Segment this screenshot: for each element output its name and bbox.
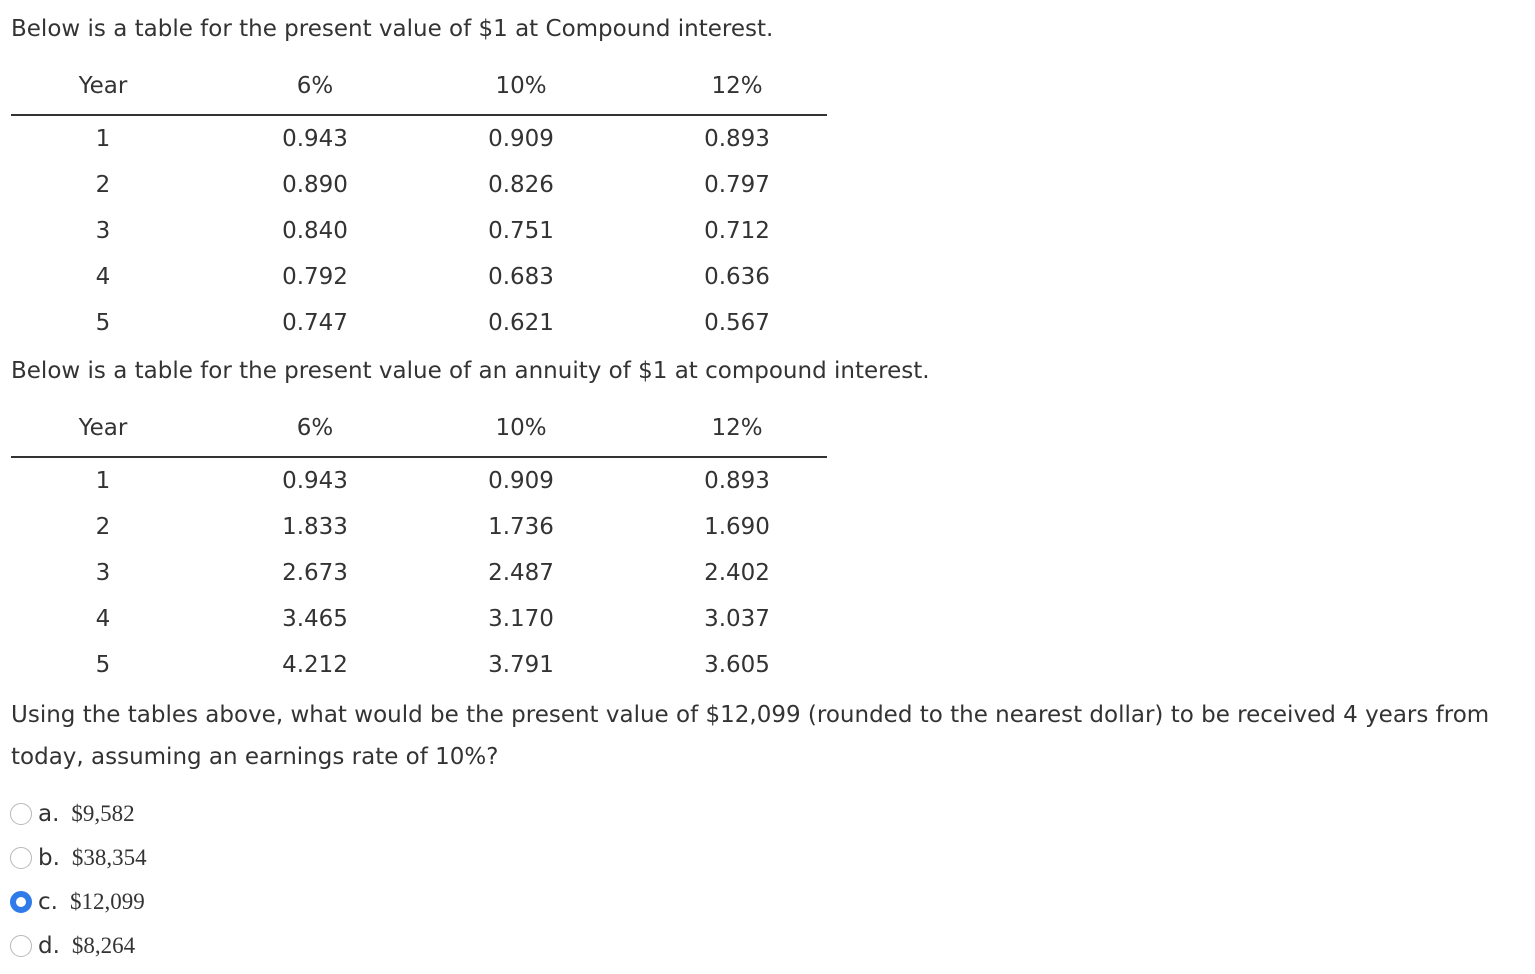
table-row (11, 550, 827, 596)
value-cell-12pct: 3.605 (704, 652, 770, 678)
value-cell-10pct: 3.791 (488, 652, 554, 678)
table-row (11, 642, 827, 688)
column-header-10pct: 10% (419, 62, 623, 115)
value-cell-10pct: 0.683 (488, 264, 554, 290)
year-cell: 1 (95, 126, 111, 152)
option-letter: b. (38, 845, 60, 871)
radio-button-a[interactable] (10, 803, 32, 825)
option-d[interactable] (10, 924, 147, 968)
table-row (11, 162, 827, 208)
value-cell-12pct: 0.712 (704, 218, 770, 244)
year-cell: 4 (95, 264, 111, 290)
option-b[interactable] (10, 836, 147, 880)
table-header-row (11, 404, 827, 457)
table2-intro: Below is a table for the present value of an annuity of $1 at compound interest. (11, 358, 930, 384)
table-row (11, 596, 827, 642)
table-row (11, 115, 827, 162)
year-cell: 5 (95, 310, 111, 336)
year-cell: 2 (95, 514, 111, 540)
value-cell-12pct: 0.893 (704, 468, 770, 494)
value-cell-6pct: 2.673 (282, 560, 348, 586)
value-cell-10pct: 0.826 (488, 172, 554, 198)
table-row (11, 504, 827, 550)
annuity-present-value-table (11, 404, 827, 688)
option-letter: d. (38, 933, 60, 959)
year-cell: 5 (95, 652, 111, 678)
radio-button-b[interactable] (10, 847, 32, 869)
column-header-10pct: 10% (419, 404, 623, 457)
column-header-year: Year (11, 404, 215, 457)
value-cell-6pct: 4.212 (282, 652, 348, 678)
value-cell-12pct: 0.797 (704, 172, 770, 198)
option-value: $12,099 (69, 889, 145, 914)
year-cell: 3 (95, 560, 111, 586)
column-header-year: Year (11, 62, 215, 115)
table-row (11, 457, 827, 504)
table-row (11, 208, 827, 254)
column-header-6pct: 6% (215, 404, 419, 457)
value-cell-10pct: 2.487 (488, 560, 554, 586)
column-header-12pct: 12% (623, 62, 827, 115)
value-cell-10pct: 0.909 (488, 126, 554, 152)
radio-button-c-selected[interactable] (10, 891, 32, 913)
option-value: $38,354 (71, 845, 147, 870)
value-cell-10pct: 0.621 (488, 310, 554, 336)
radio-button-d[interactable] (10, 935, 32, 957)
value-cell-6pct: 0.943 (282, 126, 348, 152)
year-cell: 3 (95, 218, 111, 244)
table-row (11, 254, 827, 300)
value-cell-12pct: 0.636 (704, 264, 770, 290)
table-header-row (11, 62, 827, 115)
column-header-6pct: 6% (215, 62, 419, 115)
value-cell-6pct: 0.890 (282, 172, 348, 198)
value-cell-6pct: 0.943 (282, 468, 348, 494)
value-cell-12pct: 1.690 (704, 514, 770, 540)
column-header-12pct: 12% (623, 404, 827, 457)
value-cell-6pct: 0.792 (282, 264, 348, 290)
value-cell-10pct: 3.170 (488, 606, 554, 632)
value-cell-6pct: 0.747 (282, 310, 348, 336)
question-text: Using the tables above, what would be the present value of $12,099 (rounded to the nearest dollar) to be received 4 years from today, assuming an earnings rate of 10%? (11, 702, 1490, 770)
option-c[interactable] (10, 880, 147, 924)
value-cell-6pct: 3.465 (282, 606, 348, 632)
year-cell: 1 (95, 468, 111, 494)
value-cell-6pct: 1.833 (282, 514, 348, 540)
value-cell-12pct: 3.037 (704, 606, 770, 632)
year-cell: 2 (95, 172, 111, 198)
option-a[interactable] (10, 792, 147, 836)
value-cell-10pct: 0.909 (488, 468, 554, 494)
option-value: $8,264 (71, 933, 136, 958)
value-cell-12pct: 0.893 (704, 126, 770, 152)
table-row (11, 300, 827, 346)
year-cell: 4 (95, 606, 111, 632)
value-cell-12pct: 2.402 (704, 560, 770, 586)
option-letter: a. (38, 801, 60, 827)
value-cell-10pct: 0.751 (488, 218, 554, 244)
value-cell-10pct: 1.736 (488, 514, 554, 540)
answer-options (10, 792, 147, 968)
value-cell-12pct: 0.567 (704, 310, 770, 336)
option-value: $9,582 (71, 801, 135, 826)
value-cell-6pct: 0.840 (282, 218, 348, 244)
option-letter: c. (38, 889, 58, 915)
table1-intro: Below is a table for the present value of $1 at Compound interest. (11, 16, 774, 42)
present-value-table (11, 62, 827, 346)
